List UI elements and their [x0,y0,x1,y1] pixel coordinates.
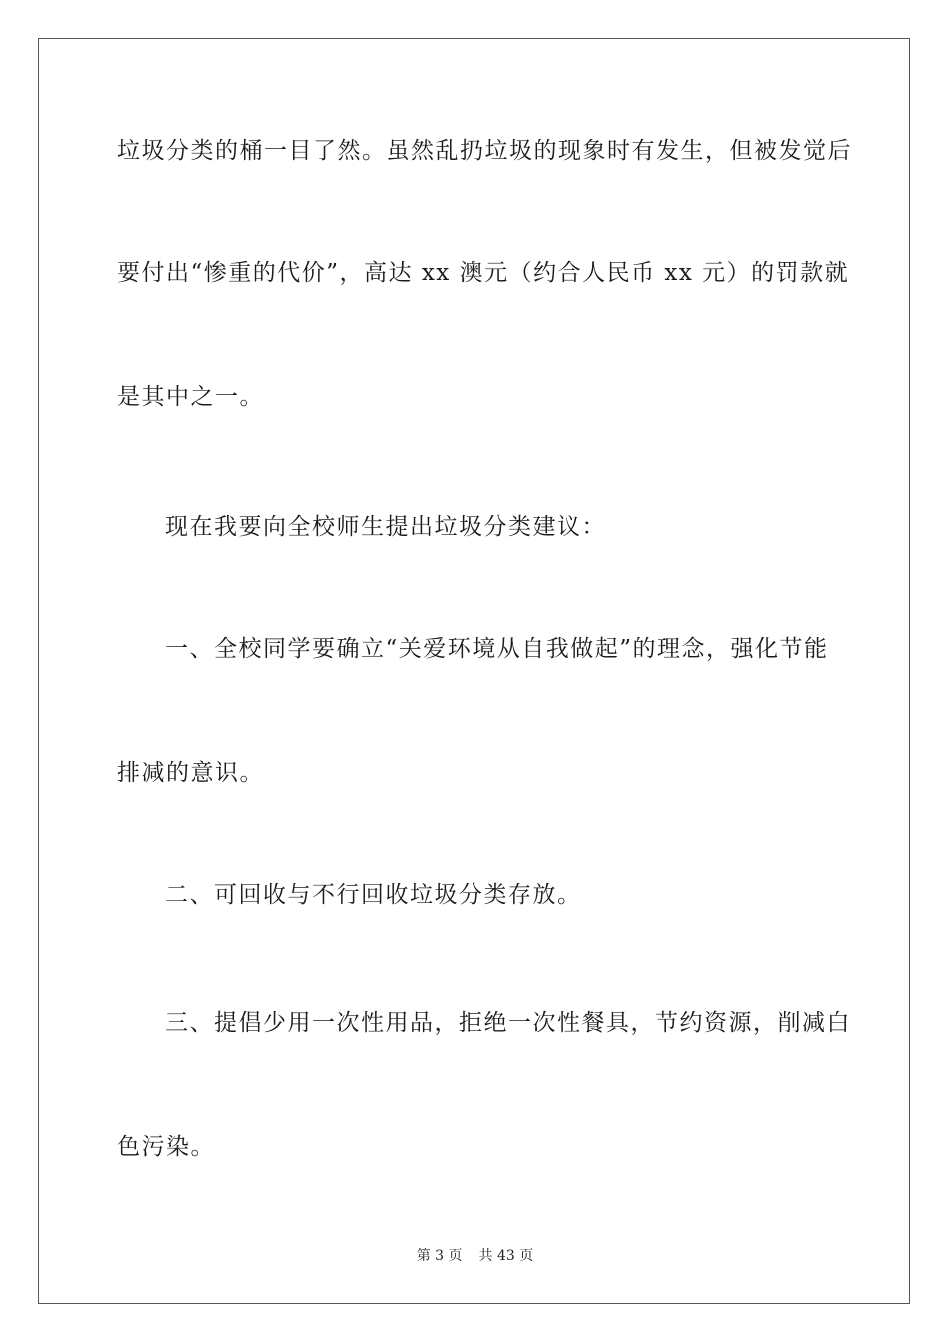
paragraph-line: 是其中之一。 [117,384,264,410]
paragraph-line: 三、提倡少用一次性用品，拒绝一次性餐具，节约资源，削减白 [165,1010,851,1036]
page-footer [0,1246,950,1266]
paragraph-line: 排减的意识。 [117,760,264,786]
paragraph-line: 色污染。 [117,1134,215,1160]
paragraph-line: 现在我要向全校师生提出垃圾分类建议： [165,514,606,540]
page-total: 共 43 页 [478,1248,534,1264]
page-border [38,38,910,1304]
paragraph-line: 要付出“惨重的代价”，高达 xx 澳元（约合人民币 xx 元）的罚款就 [117,260,850,286]
page-number: 第 3 页 [416,1248,463,1264]
paragraph-line: 二、可回收与不行回收垃圾分类存放。 [165,882,582,908]
paragraph-line: 垃圾分类的桶一目了然。虽然乱扔垃圾的现象时有发生，但被发觉后 [117,138,852,164]
paragraph-line: 一、全校同学要确立“关爱环境从自我做起”的理念，强化节能 [165,636,829,662]
